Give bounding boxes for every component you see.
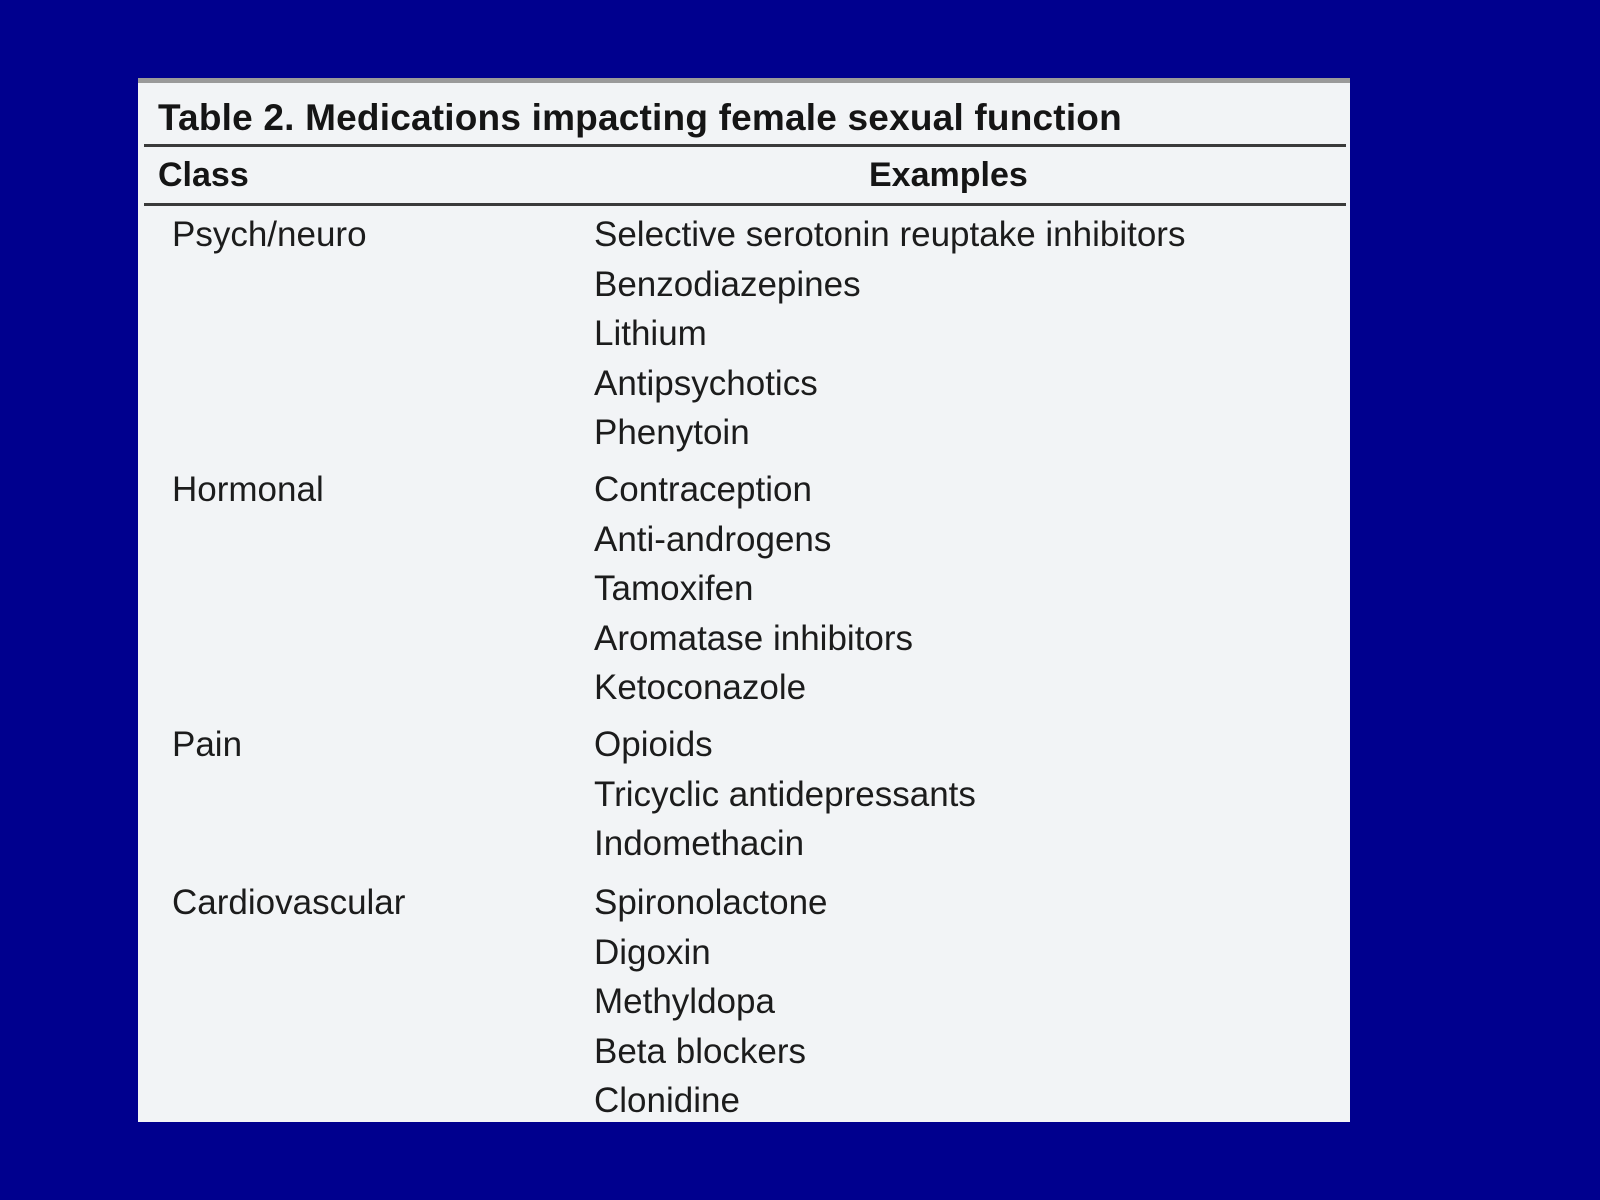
column-header-examples: Examples (869, 156, 1028, 194)
column-header-class: Class (158, 156, 249, 194)
examples-list (594, 878, 828, 1126)
examples-list (594, 465, 913, 713)
class-name: Psych/neuro (172, 215, 367, 254)
example-item: Clonidine (594, 1081, 740, 1120)
example-item: Opioids (594, 725, 713, 764)
class-name: Hormonal (172, 470, 324, 509)
example-item: Contraception (594, 470, 812, 509)
example-item: Anti-androgens (594, 519, 832, 559)
example-item: Tamoxifen (594, 569, 754, 608)
example-item: Aromatase inhibitors (594, 618, 914, 658)
examples-list (594, 720, 976, 869)
table-title: Table 2. Medications impacting female sexual function (158, 97, 1122, 138)
example-item: Phenytoin (594, 413, 750, 452)
class-name: Pain (172, 725, 243, 764)
example-item: Digoxin (594, 932, 711, 972)
example-item: Benzodiazepines (594, 264, 861, 304)
class-name: Cardiovascular (172, 883, 406, 922)
title-divider (144, 144, 1346, 147)
example-item: Antipsychotics (594, 363, 818, 403)
example-item: Methyldopa (594, 982, 775, 1021)
header-divider (144, 203, 1346, 206)
example-item: Selective serotonin reuptake inhibitors (594, 215, 1186, 254)
example-item: Indomethacin (594, 824, 805, 863)
example-item: Beta blockers (594, 1031, 807, 1071)
medications-table (138, 78, 1350, 1122)
example-item: Lithium (594, 314, 707, 353)
example-item: Tricyclic antidepressants (594, 774, 976, 814)
examples-list (594, 210, 1185, 458)
example-item: Spironolactone (594, 883, 828, 922)
example-item: Ketoconazole (594, 668, 807, 707)
